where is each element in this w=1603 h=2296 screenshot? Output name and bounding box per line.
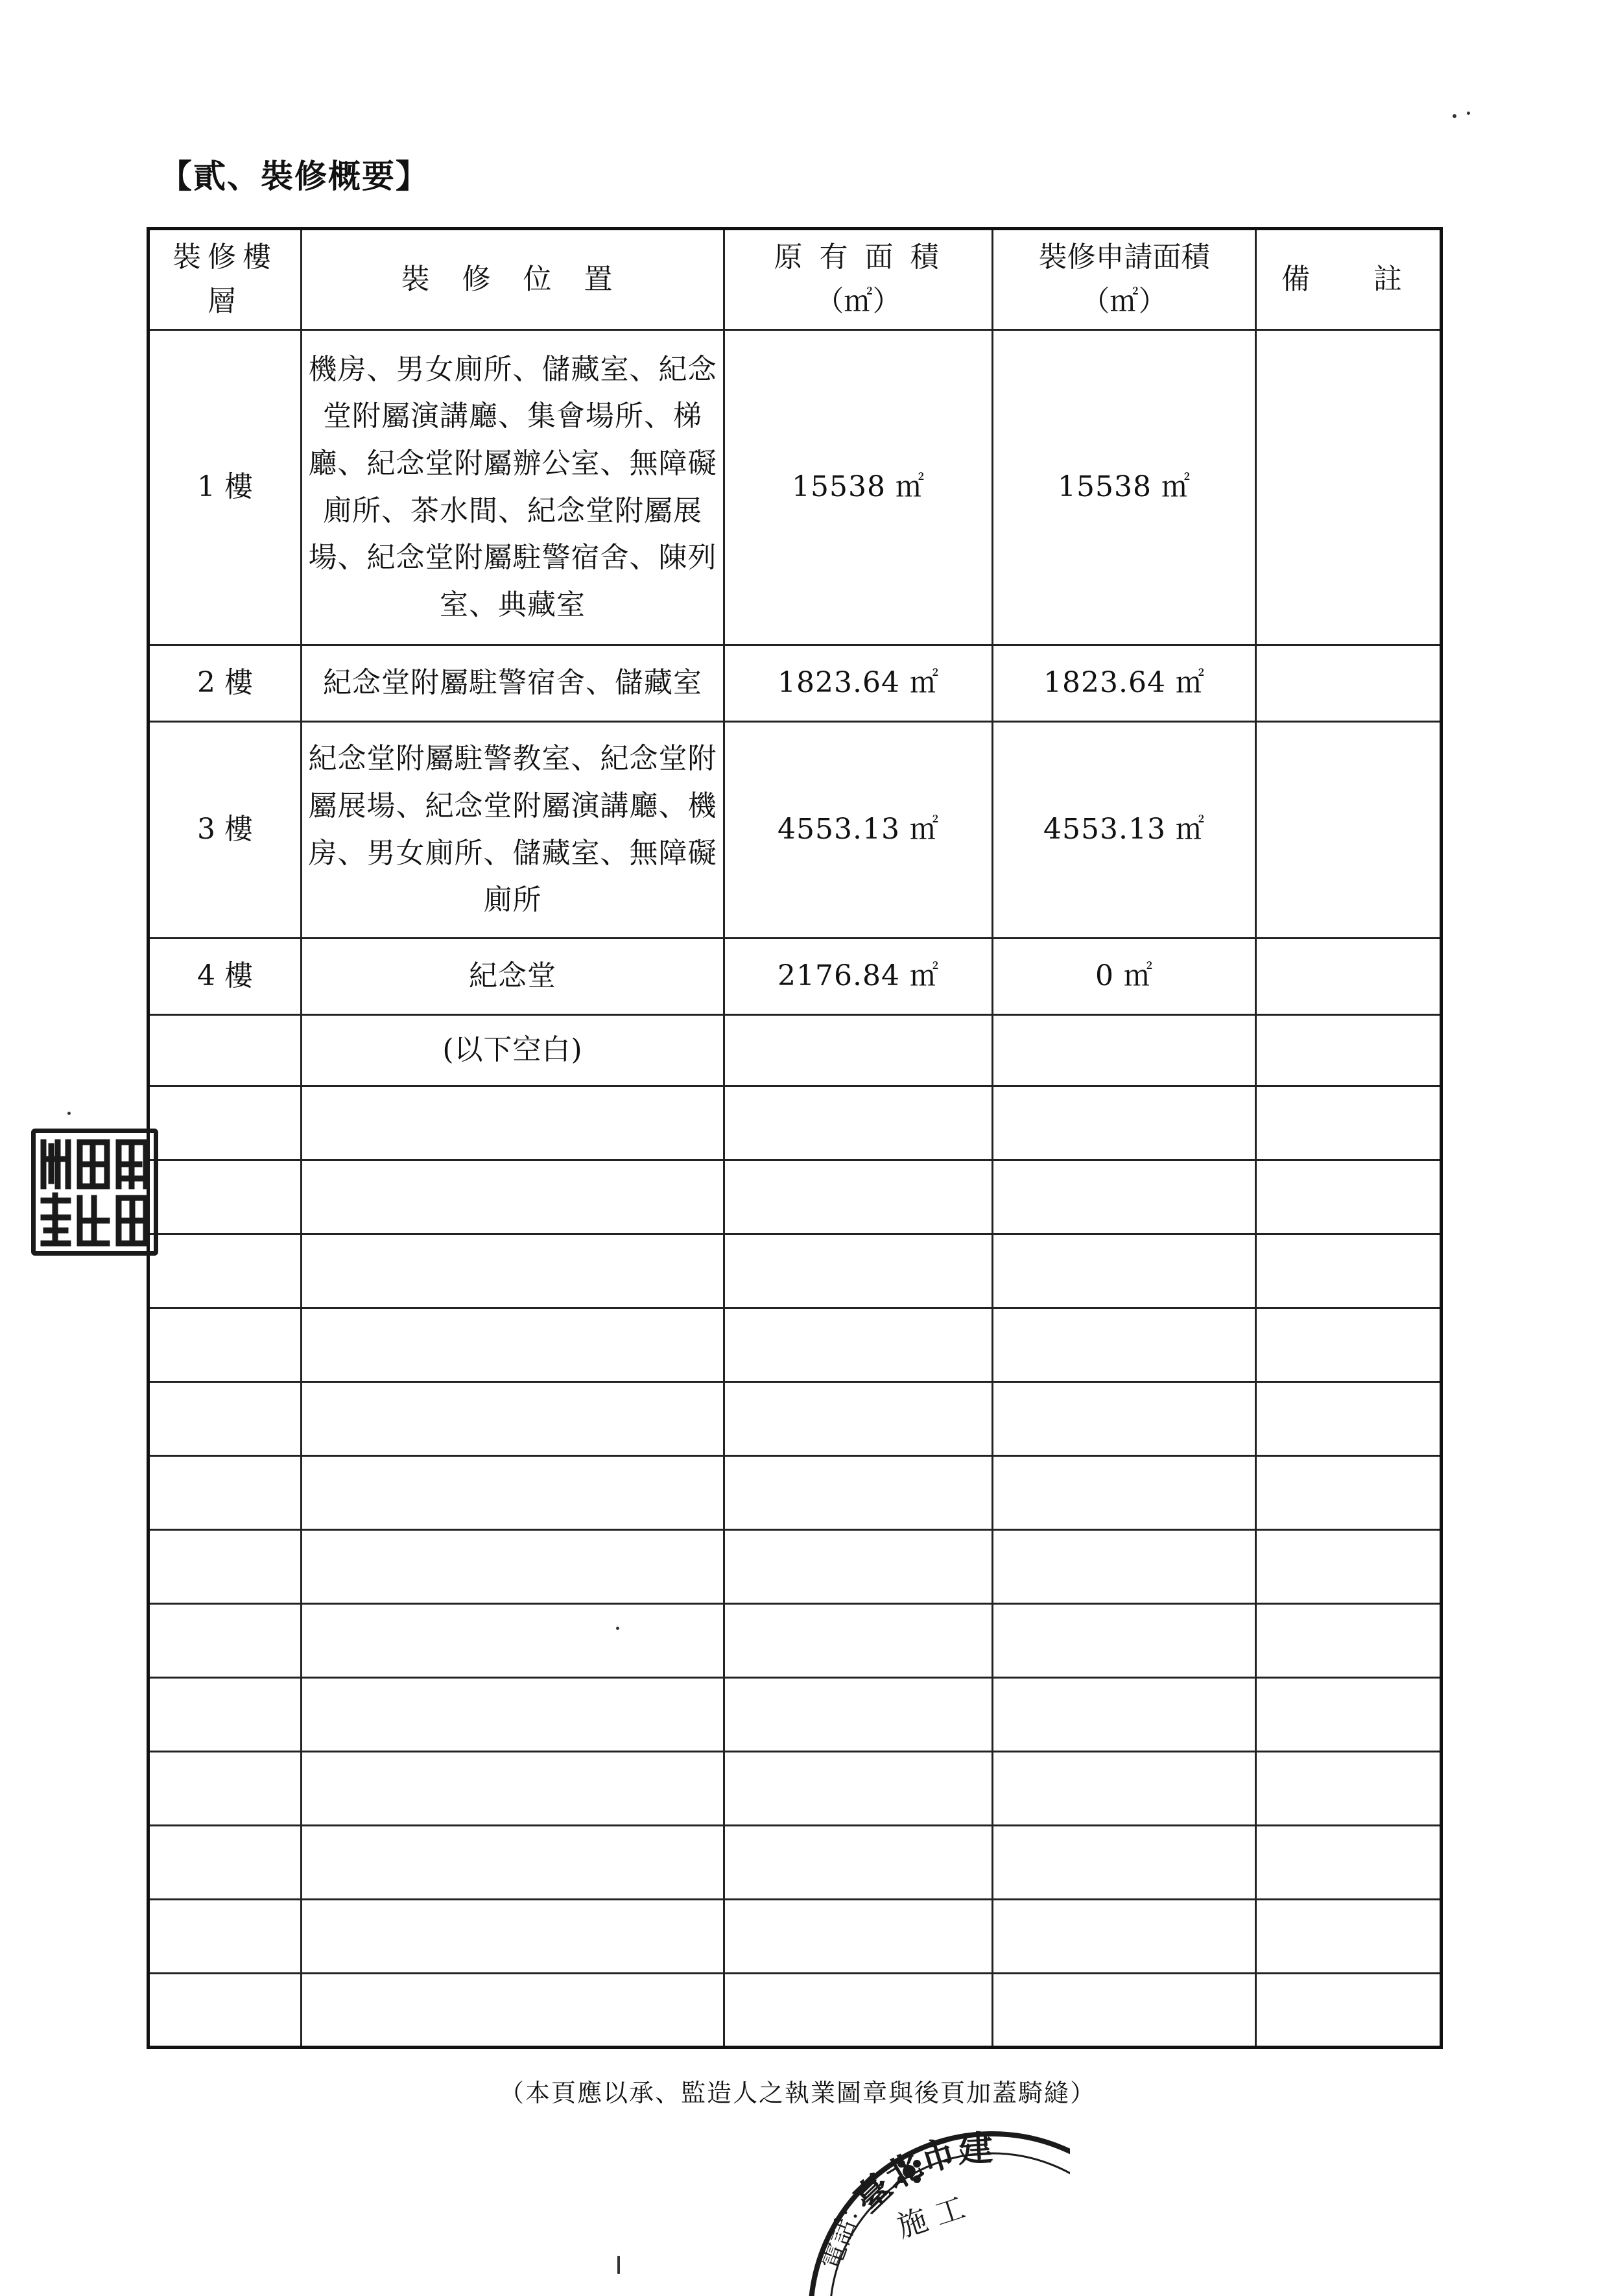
location-cell [302,1604,724,1678]
original-area-cell [724,1826,993,1900]
applied-area-cell: 1823.64 ㎡ [993,645,1256,722]
location-cell: (以下空白) [302,1015,724,1086]
location-cell [302,1456,724,1530]
applied-area-cell [993,1826,1256,1900]
original-area-cell [724,1900,993,1974]
remark-cell [1256,1160,1442,1234]
remark-cell [1256,722,1442,939]
seam-seal-stamp [31,1129,158,1256]
remark-cell [1256,645,1442,722]
location-cell [302,1382,724,1456]
applied-area-cell [993,1678,1256,1752]
original-area-cell [724,1456,993,1530]
applied-area-cell [993,1015,1256,1086]
applied-area-cell: 4553.13 ㎡ [993,722,1256,939]
floor-cell [148,1604,302,1678]
remark-cell [1256,1900,1442,1974]
table-row [148,722,1442,939]
applied-area-cell: 0 ㎡ [993,939,1256,1015]
floor-cell [148,1308,302,1382]
original-area-cell [724,1234,993,1308]
scan-speck [67,1112,71,1115]
floor-cell [148,1974,302,2048]
remark-cell [1256,1234,1442,1308]
applied-area-cell [993,1160,1256,1234]
location-cell: 機房、男女廁所、儲藏室、紀念堂附屬演講廳、集會場所、梯廳、紀念堂附屬辦公室、無障礙廁所、茶水間、紀念堂附屬展場、紀念堂附屬駐警宿舍、陳列室、典藏室 [302,330,724,645]
original-area-cell: 4553.13 ㎡ [724,722,993,939]
blank-table-row [148,1752,1442,1826]
applied-area-cell [993,1086,1256,1160]
header-location: 裝 修 位 置 [302,229,724,330]
header-original-area: 原 有 面 積 （㎡） [724,229,993,330]
original-area-cell [724,1015,993,1086]
location-cell: 紀念堂 [302,939,724,1015]
applied-area-cell [993,1752,1256,1826]
floor-cell [148,1086,302,1160]
original-area-cell [724,1160,993,1234]
location-cell [302,1530,724,1604]
location-cell [302,1826,724,1900]
blank-table-row [148,1678,1442,1752]
original-area-cell [724,1308,993,1382]
scan-speck [1467,112,1470,115]
table-row [148,939,1442,1015]
original-area-cell: 15538 ㎡ [724,330,993,645]
location-cell [302,1752,724,1826]
applied-area-cell [993,1308,1256,1382]
floor-cell [148,1234,302,1308]
remark-cell [1256,1826,1442,1900]
blank-table-row [148,1308,1442,1382]
header-remark-a: 備 [1281,262,1310,296]
footer-note: （本頁應以承、監造人之執業圖章與後頁加蓋騎縫） [499,2079,1097,2107]
original-area-cell [724,1974,993,2048]
applied-area-cell [993,1234,1256,1308]
remark-cell [1256,1015,1442,1086]
svg-text:臺北市建: 臺北市建 [846,2127,994,2221]
original-area-cell: 1823.64 ㎡ [724,645,993,722]
header-applied-area-unit: （㎡） [1081,285,1167,318]
blank-table-row [148,1530,1442,1604]
original-area-cell [724,1086,993,1160]
table-header-row [148,229,1442,330]
blank-table-row [148,1456,1442,1530]
remark-cell [1256,1530,1442,1604]
remark-cell [1256,330,1442,645]
original-area-cell [724,1530,993,1604]
blank-table-row [148,1900,1442,1974]
location-cell [302,1900,724,1974]
remark-cell [1256,1604,1442,1678]
location-cell: 紀念堂附屬駐警教室、紀念堂附屬展場、紀念堂附屬演講廳、機房、男女廁所、儲藏室、無障礙廁所 [302,722,724,939]
floor-cell: 4 樓 [148,939,302,1015]
blank-table-row [148,1974,1442,2048]
remark-cell [1256,1308,1442,1382]
location-cell: 紀念堂附屬駐警宿舍、儲藏室 [302,645,724,722]
floor-cell [148,1160,302,1234]
location-cell [302,1160,724,1234]
floor-cell: 3 樓 [148,722,302,939]
floor-cell [148,1530,302,1604]
location-cell [302,1678,724,1752]
applied-area-cell [993,1456,1256,1530]
table-row [148,330,1442,645]
floor-cell [148,1900,302,1974]
remark-cell [1256,1456,1442,1530]
svg-text:電話：: 電話： [816,2190,871,2274]
floor-cell [148,1678,302,1752]
blank-table-row [148,1382,1442,1456]
applied-area-cell [993,1382,1256,1456]
svg-text:施 工: 施 工 [892,2190,969,2245]
header-remark-b: 註 [1373,262,1402,296]
scan-speck [1453,114,1456,118]
floor-cell [148,1752,302,1826]
blank-table-row [148,1086,1442,1160]
floor-cell [148,1382,302,1456]
remark-cell [1256,1086,1442,1160]
applied-area-cell: 15538 ㎡ [993,330,1256,645]
section-title: 【貳、裝修概要】 [160,157,429,195]
header-floor: 裝修樓層 [148,229,302,330]
renovation-summary-table [147,227,1443,2049]
table-row [148,645,1442,722]
original-area-cell [724,1604,993,1678]
remark-cell [1256,1678,1442,1752]
applied-area-cell [993,1974,1256,2048]
table-row [148,1015,1442,1086]
floor-cell [148,1015,302,1086]
applied-area-cell [993,1900,1256,1974]
header-applied-area: 裝修申請面積 （㎡） [993,229,1256,330]
blank-table-row [148,1826,1442,1900]
remark-cell [1256,939,1442,1015]
blank-table-row [148,1160,1442,1234]
remark-cell [1256,1382,1442,1456]
remark-cell [1256,1752,1442,1826]
header-original-area-unit: （㎡） [815,285,901,318]
location-cell [302,1308,724,1382]
original-area-cell [724,1678,993,1752]
city-seal-stamp [798,2101,1070,2296]
original-area-cell [724,1382,993,1456]
scan-speck [617,2256,620,2274]
applied-area-cell [993,1604,1256,1678]
original-area-cell: 2176.84 ㎡ [724,939,993,1015]
original-area-cell [724,1752,993,1826]
location-cell [302,1974,724,2048]
location-cell [302,1086,724,1160]
floor-cell: 1 樓 [148,330,302,645]
location-cell [302,1234,724,1308]
floor-cell [148,1456,302,1530]
applied-area-cell [993,1530,1256,1604]
blank-table-row [148,1604,1442,1678]
floor-cell: 2 樓 [148,645,302,722]
blank-table-row [148,1234,1442,1308]
scan-speck [616,1627,619,1630]
remark-cell [1256,1974,1442,2048]
floor-cell [148,1826,302,1900]
header-remark [1256,229,1442,330]
